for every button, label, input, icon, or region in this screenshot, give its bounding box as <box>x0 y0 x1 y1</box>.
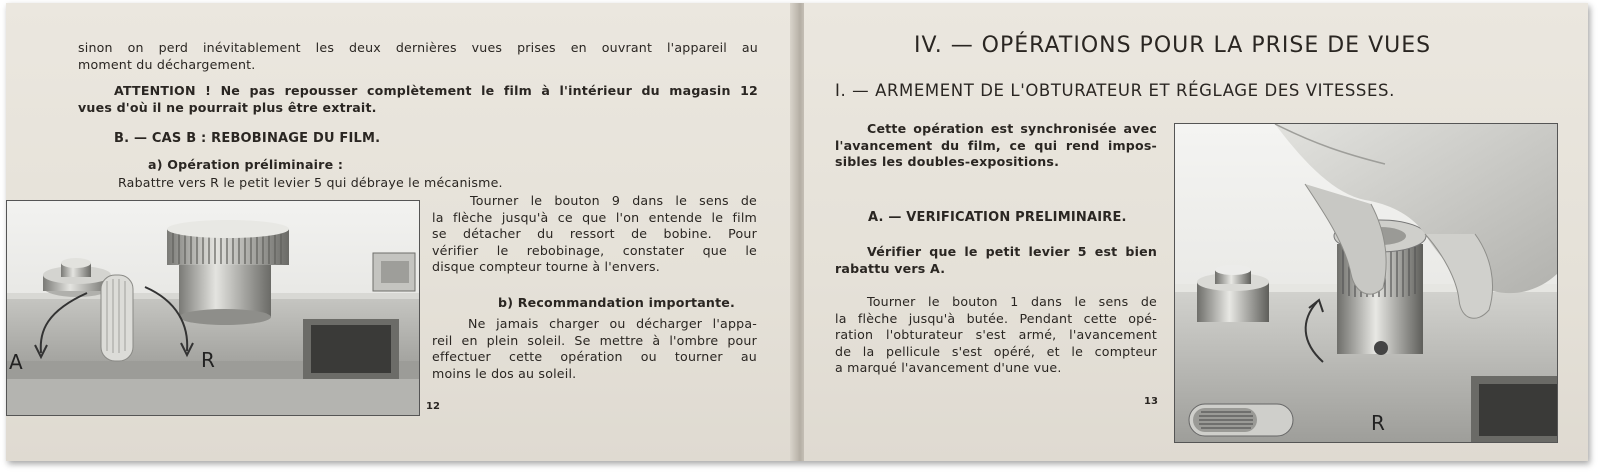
paragraph-line: rabattu vers A. <box>835 260 946 276</box>
rabattre-line: Rabattre vers R le petit levier 5 qui débraye le mécanisme. <box>118 175 503 190</box>
chapter-title: IV. — OPÉRATIONS POUR LA PRISE DE VUES <box>914 33 1432 58</box>
section-b-heading: B. — CAS B : REBOBINAGE DU FILM. <box>114 131 381 146</box>
right-page <box>804 3 1588 461</box>
paragraph-line: ration l'obturateur s'est armé, l'avancement <box>835 327 1157 342</box>
paragraph-line: disque compteur tourne à l'envers. <box>432 259 660 274</box>
hand-winding-knob-illustration <box>1175 124 1557 442</box>
paragraph-line: la flèche jusqu'à ce que l'on entende le film <box>432 209 757 225</box>
sub-a-heading: A. — VERIFICATION PRELIMINAIRE. <box>868 210 1127 225</box>
paragraph-line: la flèche jusqu'à butée. Pendant cette opé- <box>835 310 1157 326</box>
camera-photo-rewind <box>6 200 420 416</box>
booklet-spread <box>6 3 1588 461</box>
paragraph-line: a marqué l'avancement d'une vue. <box>835 360 1062 375</box>
recommandation-block <box>432 316 757 382</box>
page-number: 12 <box>426 401 440 412</box>
left-page <box>6 3 796 461</box>
tourner-block <box>432 193 757 276</box>
paragraph-line: sinon on perd inévitablement les deux dernières vues prises en ouvrant l'appareil au <box>78 40 758 55</box>
paragraph-line: Tourner le bouton 1 dans le sens de <box>867 294 1157 309</box>
paragraph-line: l'avancement du film, ce qui rend impos- <box>835 137 1157 153</box>
paragraph-line: Ne jamais charger ou décharger l'appa- <box>468 316 757 331</box>
paragraph-line: de la pellicule s'est opéré, et le compteur <box>835 343 1157 359</box>
paragraph-line: se détacher du ressort de bobine. Pour <box>432 226 757 241</box>
intro-block <box>835 121 1157 171</box>
paragraph-line: Vérifier que le petit levier 5 est bien <box>867 244 1157 259</box>
attention-line: ATTENTION ! Ne pas repousser complètement le film à l'intérieur du magasin 12 <box>114 83 758 98</box>
paragraph-line: reil en plein soleil. Se mettre à l'ombre pour <box>432 332 757 348</box>
photo-label-r: R <box>201 348 215 372</box>
paragraph-line: Tourner le bouton 9 dans le sens de <box>470 193 757 208</box>
photo-label-r: R <box>1371 411 1385 435</box>
paragraph-line: Cette opération est synchronisée avec <box>867 121 1157 136</box>
verifier-block <box>835 244 1157 277</box>
sub-a-heading: a) Opération préliminaire : <box>148 157 344 172</box>
paragraph-line: sibles les doubles-expositions. <box>835 154 1060 169</box>
paragraph-line: moins le dos au soleil. <box>432 365 577 381</box>
tourner-block <box>835 294 1157 377</box>
camera-top-illustration <box>7 201 419 415</box>
camera-photo-wind <box>1174 123 1558 443</box>
paragraph-line: moment du déchargement. <box>78 57 256 72</box>
paragraph-line: vérifier le rebobinage, constater que le <box>432 242 757 258</box>
section-title: I. — ARMEMENT DE L'OBTURATEUR ET RÉGLAGE DES VITESSES. <box>835 81 1395 100</box>
photo-label-a: A <box>9 350 23 374</box>
sub-b-heading: b) Recommandation importante. <box>498 295 736 310</box>
page-number: 13 <box>1144 396 1158 407</box>
attention-line: vues d'où il ne pourrait plus être extrait. <box>78 100 377 115</box>
paragraph-line: effectuer cette opération ou tourner au <box>432 349 757 364</box>
